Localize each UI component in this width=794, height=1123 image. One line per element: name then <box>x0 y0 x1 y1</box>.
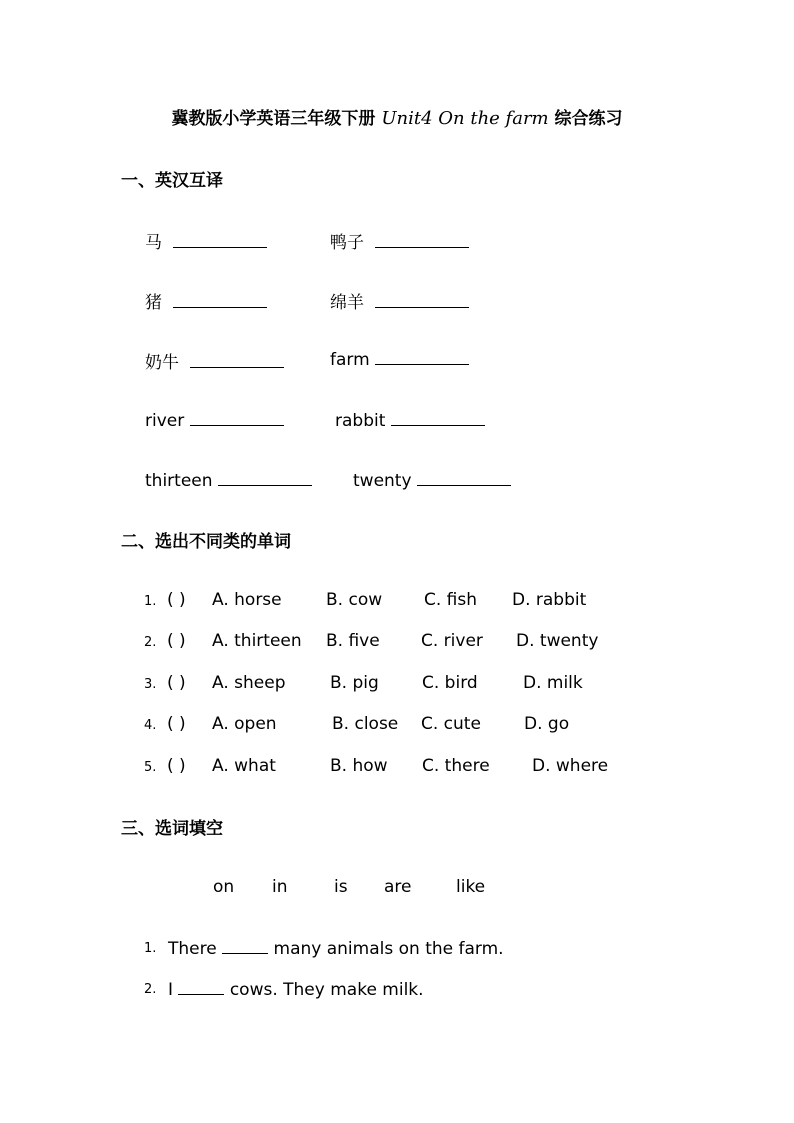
answer-paren[interactable]: ( ) <box>167 756 186 776</box>
question-number: 1. <box>144 594 157 609</box>
translate-word: rabbit <box>335 411 386 431</box>
word-bank-item: are <box>384 877 412 897</box>
translate-item <box>330 348 469 370</box>
option-b: B. close <box>332 714 399 734</box>
translate-item <box>335 409 485 431</box>
option-b: B. cow <box>326 590 383 610</box>
fill-sentence <box>168 937 504 959</box>
page-title <box>0 104 794 129</box>
answer-paren[interactable]: ( ) <box>167 631 186 651</box>
answer-blank[interactable] <box>417 469 511 486</box>
option-d: D. twenty <box>516 631 599 651</box>
sentence-start: There <box>168 939 217 959</box>
option-a: A. thirteen <box>212 631 302 651</box>
answer-blank[interactable] <box>173 291 267 308</box>
answer-paren[interactable]: ( ) <box>167 673 186 693</box>
answer-blank[interactable] <box>218 469 312 486</box>
option-c: C. there <box>422 756 490 776</box>
translate-item <box>353 469 511 491</box>
option-c: C. cute <box>421 714 481 734</box>
section1-heading: 一、英汉互译 <box>121 171 223 191</box>
translate-word: river <box>145 411 185 431</box>
question-number: 4. <box>144 718 157 733</box>
word-bank-item: is <box>334 877 348 897</box>
option-a: A. horse <box>212 590 282 610</box>
sentence-start: I <box>168 980 174 1000</box>
section3-heading: 三、选词填空 <box>121 819 223 839</box>
question-number: 3. <box>144 677 157 692</box>
translate-word: 猪 <box>145 293 162 313</box>
option-c: C. fish <box>424 590 478 610</box>
section2-heading: 二、选出不同类的单词 <box>121 532 291 552</box>
translate-item <box>330 288 469 313</box>
translate-word: 绵羊 <box>330 293 364 313</box>
fill-blank[interactable] <box>178 978 224 995</box>
answer-blank[interactable] <box>190 409 284 426</box>
option-d: D. go <box>524 714 570 734</box>
option-c: C. river <box>421 631 483 651</box>
translate-word: 奶牛 <box>145 353 179 373</box>
title-en: Unit4 On the farm <box>381 108 549 129</box>
translate-item <box>330 228 469 253</box>
translate-item <box>145 228 267 253</box>
option-a: A. sheep <box>212 673 286 693</box>
option-d: D. where <box>532 756 609 776</box>
translate-word: 鸭子 <box>330 233 364 253</box>
word-bank-item: in <box>272 877 288 897</box>
answer-blank[interactable] <box>375 291 469 308</box>
answer-blank[interactable] <box>173 231 267 248</box>
translate-item <box>145 409 284 431</box>
answer-blank[interactable] <box>375 348 469 365</box>
sentence-end: many animals on the farm. <box>273 939 504 959</box>
fill-sentence <box>168 978 424 1000</box>
option-b: B. how <box>330 756 388 776</box>
answer-paren[interactable]: ( ) <box>167 590 186 610</box>
option-c: C. bird <box>422 673 478 693</box>
option-b: B. pig <box>330 673 379 693</box>
answer-blank[interactable] <box>190 351 284 368</box>
translate-item <box>145 348 284 373</box>
word-bank-item: on <box>213 877 235 897</box>
option-a: A. what <box>212 756 276 776</box>
sentence-number: 1. <box>144 941 157 956</box>
sentence-end: cows. They make milk. <box>229 980 424 1000</box>
translate-item <box>145 469 312 491</box>
translate-item <box>145 288 267 313</box>
fill-blank[interactable] <box>222 937 268 954</box>
translate-word: farm <box>330 350 370 370</box>
option-a: A. open <box>212 714 277 734</box>
option-d: D. rabbit <box>512 590 587 610</box>
translate-word: twenty <box>353 471 412 491</box>
word-bank-item: like <box>456 877 486 897</box>
sentence-number: 2. <box>144 982 157 997</box>
translate-word: 马 <box>145 233 162 253</box>
option-b: B. five <box>326 631 380 651</box>
answer-paren[interactable]: ( ) <box>167 714 186 734</box>
question-number: 2. <box>144 635 157 650</box>
translate-word: thirteen <box>145 471 213 491</box>
title-cn: 冀教版小学英语三年级下册 <box>171 109 376 129</box>
title-cn2: 综合练习 <box>554 109 623 129</box>
answer-blank[interactable] <box>391 409 485 426</box>
answer-blank[interactable] <box>375 231 469 248</box>
question-number: 5. <box>144 760 157 775</box>
option-d: D. milk <box>523 673 583 693</box>
